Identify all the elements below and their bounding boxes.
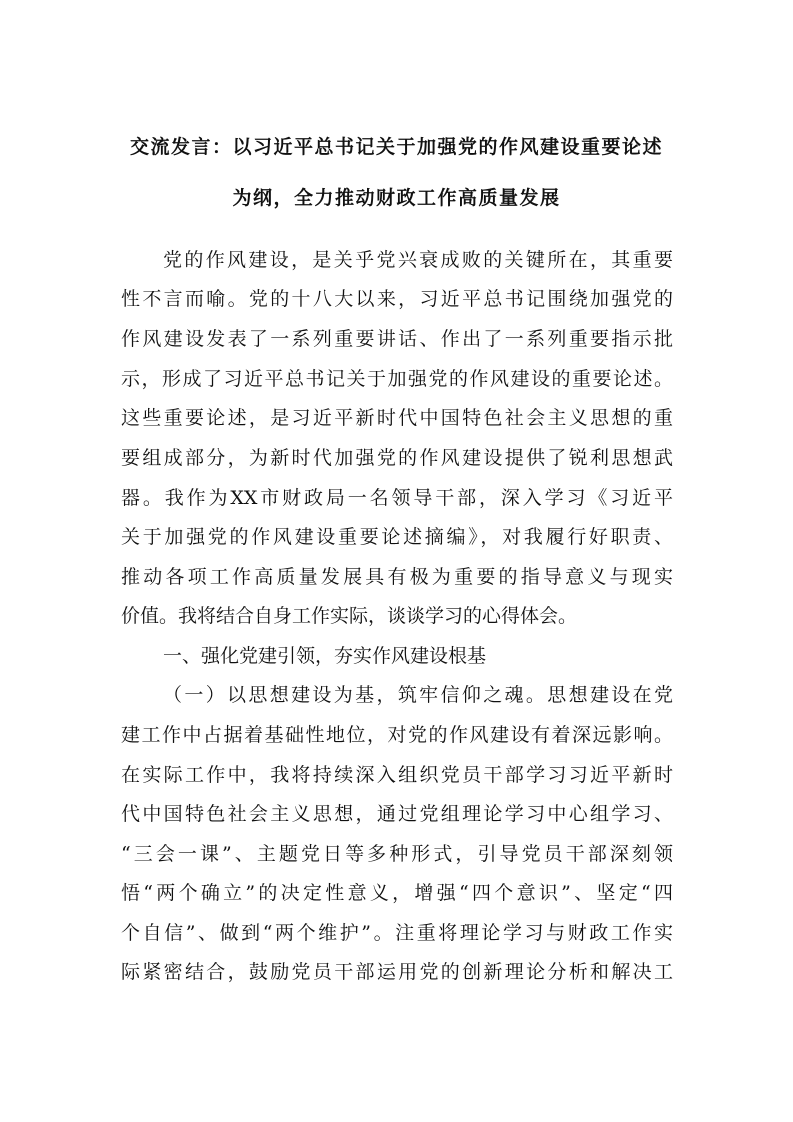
body-line-10: 价值。我将结合自身工作实际，谈谈学习的心得体会。 xyxy=(121,605,578,627)
body-line-3: 作风建设发表了一系列重要讲话、作出了一系列重要指示批 xyxy=(121,328,673,350)
body-line-12: （一）以思想建设为基，筑牢信仰之魂。思想建设在党 xyxy=(163,684,673,706)
body-line-15: 代中国特色社会主义思想，通过党组理论学习中心组学习、 xyxy=(121,803,673,825)
body-line-19: 际紧密结合，鼓励党员干部运用党的创新理论分析和解决工 xyxy=(121,961,673,983)
body-line-4: 示，形成了习近平总书记关于加强党的作风建设的重要论述。 xyxy=(121,368,673,390)
body-line-7: 器。我作为XX市财政局一名领导干部，深入学习《习近平 xyxy=(121,487,673,509)
section-heading-1: 一、强化党建引领，夯实作风建设根基 xyxy=(163,645,487,667)
body-line-16: “三会一课”、主题党日等多种形式，引导党员干部深刻领 xyxy=(121,843,673,865)
body-line-6: 要组成部分，为新时代加强党的作风建设提供了锐利思想武 xyxy=(121,447,673,469)
body-line-17: 悟“两个确立”的决定性意义，增强“四个意识”、坚定“四 xyxy=(121,882,673,904)
body-line-18: 个自信”、做到“两个维护”。注重将理论学习与财政工作实 xyxy=(121,922,673,944)
body-line-2: 性不言而喻。党的十八大以来，习近平总书记围绕加强党的 xyxy=(121,288,673,310)
body-line-14: 在实际工作中，我将持续深入组织党员干部学习习近平新时 xyxy=(121,764,673,786)
body-line-1: 党的作风建设，是关乎党兴衰成败的关键所在，其重要 xyxy=(163,249,673,271)
body-line-13: 建工作中占据着基础性地位，对党的作风建设有着深远影响。 xyxy=(121,724,673,746)
document-title-line-1: 交流发言：以习近平总书记关于加强党的作风建设重要论述 xyxy=(129,136,663,158)
body-line-9: 推动各项工作高质量发展具有极为重要的指导意义与现实 xyxy=(121,566,673,588)
document-title-line-2: 为纲，全力推动财政工作高质量发展 xyxy=(232,187,561,209)
body-line-5: 这些重要论述，是习近平新时代中国特色社会主义思想的重 xyxy=(121,407,673,429)
body-line-8: 关于加强党的作风建设重要论述摘编》，对我履行好职责、 xyxy=(121,526,673,548)
